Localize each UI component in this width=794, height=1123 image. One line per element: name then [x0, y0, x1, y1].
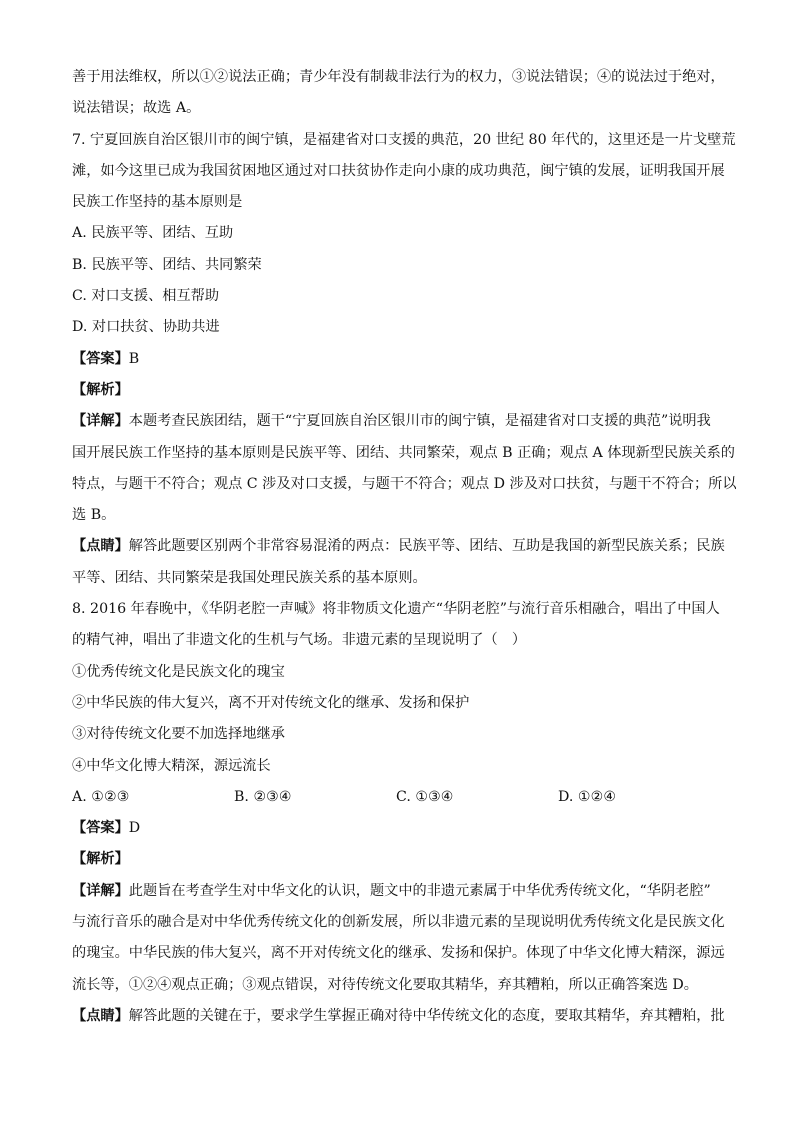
option-d: D. ①②④ — [558, 788, 617, 805]
option-d: D. 对口扶贫、协助共进 — [72, 319, 220, 336]
statement-1: ①优秀传统文化是民族文化的瑰宝 — [72, 663, 285, 680]
tip-text: 解答此题的关键在于，要求学生掌握正确对待中华传统文化的态度，要取其精华，弃其糟粕，批 — [128, 1007, 725, 1024]
detail-line: 与流行音乐的融合是对中华优秀传统文化的创新发展，所以非遗元素的呈现说明优秀传统文化是民族文化 — [72, 914, 725, 931]
answer-line — [72, 344, 722, 375]
answer-value: D — [128, 820, 141, 837]
detail-text: 本题考查民族团结，题干“宁夏回族自治区银川市的闽宁镇，是福建省对口支援的典范”说明我 — [128, 413, 711, 430]
text-line: 说法错误；故选 A。 — [72, 100, 201, 117]
options-row — [72, 782, 722, 813]
tip-text: 解答此题要区别两个非常容易混淆的两点：民族平等、团结、互助是我国的新型民族关系；民族 — [128, 538, 725, 555]
answer-line — [72, 813, 722, 844]
question-8-stem: 的精气神，唱出了非遗文化的生机与气场。非遗元素的呈现说明了（ ） — [72, 632, 527, 649]
answer-value: B — [128, 350, 140, 367]
detail-line: 国开展民族工作坚持的基本原则是民族平等、团结、共同繁荣，观点 B 正确；观点 A 体现新型民族关系的 — [72, 444, 735, 461]
analysis-tag: 【解析】 — [72, 381, 129, 398]
statement-3: ③对待传统文化要不加选择地继承 — [72, 726, 285, 743]
tip-tag: 【点睛】 — [72, 1007, 129, 1024]
detail-line — [72, 876, 722, 907]
question-7-stem: 民族工作坚持的基本原则是 — [72, 194, 243, 211]
detail-text: 此题旨在考查学生对中华文化的认识，题文中的非遗元素属于中华优秀传统文化，“华阴老腔” — [128, 882, 711, 899]
question-7-stem: 滩，如今这里已成为我国贫困地区通过对口扶贫协作走向小康的成功典范，闽宁镇的发展，证明我国开展 — [72, 162, 725, 179]
answer-tag: 【答案】 — [72, 820, 129, 837]
detail-line: 选 B。 — [72, 507, 116, 524]
option-c: C. 对口支援、相互帮助 — [72, 288, 220, 305]
detail-line: 的瑰宝。中华民族的伟大复兴，离不开对传统文化的继承、发扬和保护。体现了中华文化博大精深，源远 — [72, 945, 725, 962]
question-7-stem: 7. 宁夏回族自治区银川市的闽宁镇，是福建省对口支援的典范，20 世纪 80 年代的，这里还是一片戈壁荒 — [72, 131, 736, 148]
tip-tag: 【点睛】 — [72, 538, 129, 555]
text-line: 善于用法维权，所以①②说法正确；青少年没有制裁非法行为的权力，③说法错误；④的说法过于绝对， — [72, 69, 725, 85]
option-a: A. 民族平等、团结、互助 — [72, 225, 234, 242]
tip-line — [72, 531, 725, 562]
detail-line — [72, 406, 722, 437]
option-b: B. ②③④ — [234, 788, 292, 805]
option-a: A. ①②③ — [72, 788, 130, 805]
tip-line: 平等、团结、共同繁荣是我国处理民族关系的基本原则。 — [72, 569, 427, 586]
option-b: B. 民族平等、团结、共同繁荣 — [72, 256, 262, 273]
detail-line: 流长等，①②④观点正确；③观点错误，对待传统文化要取其精华，弃其糟粕，所以正确答案选 D。 — [72, 976, 698, 993]
document-page — [72, 62, 737, 1032]
statement-4: ④中华文化博大精深，源远流长 — [72, 757, 271, 774]
option-c: C. ①③④ — [396, 788, 454, 805]
question-8-stem: 8. 2016 年春晚中，《华阴老腔一声喊》将非物质文化遗产“华阴老腔”与流行音乐相融合，唱出了中国人 — [72, 601, 720, 618]
answer-tag: 【答案】 — [72, 350, 129, 367]
analysis-tag: 【解析】 — [72, 851, 129, 868]
detail-tag: 【详解】 — [72, 413, 129, 430]
tip-line — [72, 1001, 725, 1032]
detail-line: 特点，与题干不符合；观点 C 涉及对口支援，与题干不符合；观点 D 涉及对口扶贫，与题干不符合；所以 — [72, 475, 737, 492]
statement-2: ②中华民族的伟大复兴，离不开对传统文化的继承、发扬和保护 — [72, 694, 470, 711]
detail-tag: 【详解】 — [72, 882, 129, 899]
